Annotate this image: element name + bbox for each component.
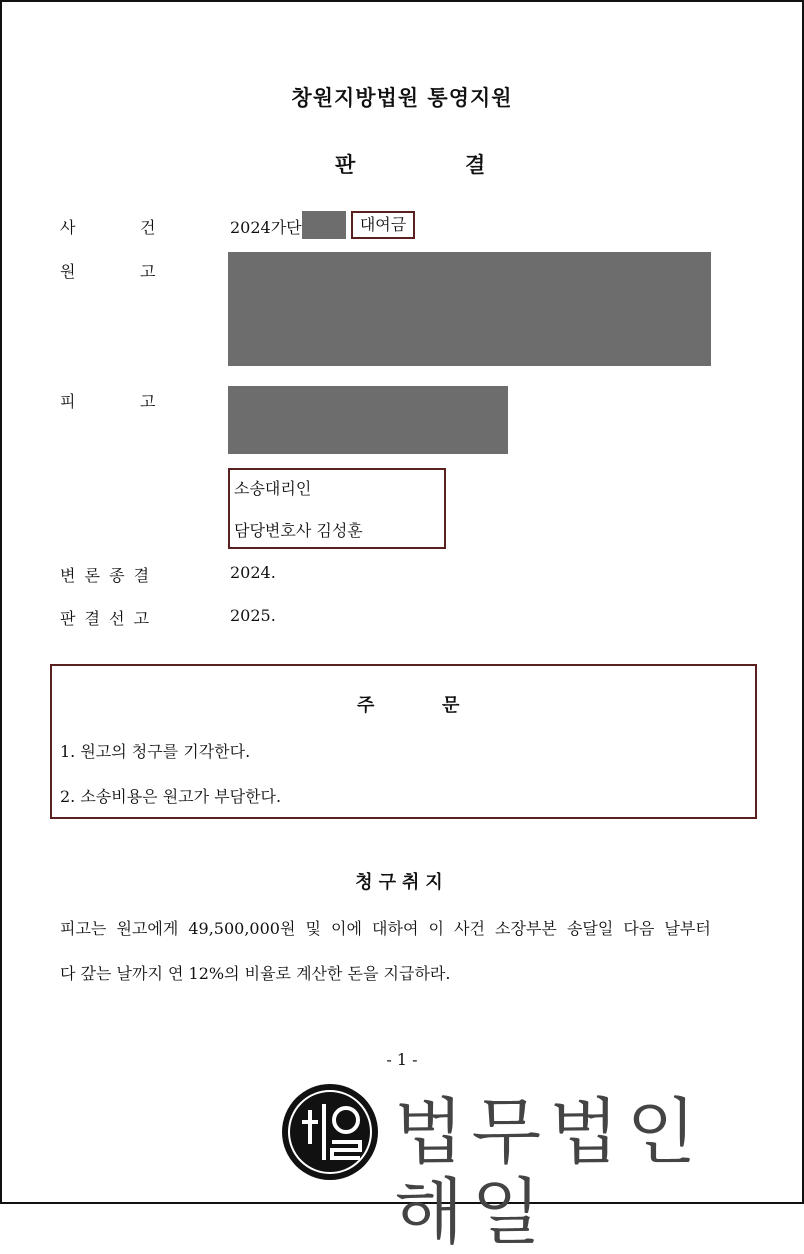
closing-date: 2024. <box>230 563 276 582</box>
defendant-label-1: 피 <box>60 392 76 411</box>
doc-type-char-2: 결 <box>465 153 486 177</box>
redaction-plaintiff <box>228 252 711 366</box>
court-name: 창원지방법원 통영지원 <box>291 86 513 110</box>
firm-logo-icon <box>280 1082 380 1182</box>
case-name-box: 대여금 <box>351 211 415 239</box>
representative-title: 소송대리인 <box>234 479 312 498</box>
representative-box <box>228 468 446 549</box>
case-label-1: 사 <box>60 218 76 237</box>
representative-name: 담당변호사 김성훈 <box>234 521 363 540</box>
redaction-defendant <box>228 386 508 454</box>
order-item: 2. 소송비용은 원고가 부담한다. <box>60 787 282 806</box>
judgment-date: 2025. <box>230 606 276 625</box>
defendant-label-2: 고 <box>140 392 156 411</box>
claim-line-1: 피고는 원고에게 49,500,000원 및 이에 대하여 이 사건 소장부본 송달일 다음 날부터 <box>60 919 711 938</box>
order-item: 1. 원고의 청구를 기각한다. <box>60 742 251 761</box>
claim-title: 청구취지 <box>355 872 449 893</box>
plaintiff-label-1: 원 <box>60 262 76 281</box>
case-number: 2024가단 <box>230 218 302 237</box>
firm-name-watermark: 법무법인 해일 <box>394 1090 705 1254</box>
plaintiff-label-2: 고 <box>140 262 156 281</box>
order-title-2: 문 <box>442 695 460 716</box>
redaction-case-number <box>302 211 346 239</box>
order-title-1: 주 <box>357 695 375 716</box>
page-number: - 1 - <box>386 1050 418 1069</box>
closing-label: 변 론 종 결 <box>60 566 152 585</box>
case-label-2: 건 <box>140 218 156 237</box>
judgment-label: 판 결 선 고 <box>60 609 152 628</box>
claim-line-2: 다 갚는 날까지 연 12%의 비율로 계산한 돈을 지급하라. <box>60 964 451 983</box>
doc-type-char-1: 판 <box>335 153 356 177</box>
